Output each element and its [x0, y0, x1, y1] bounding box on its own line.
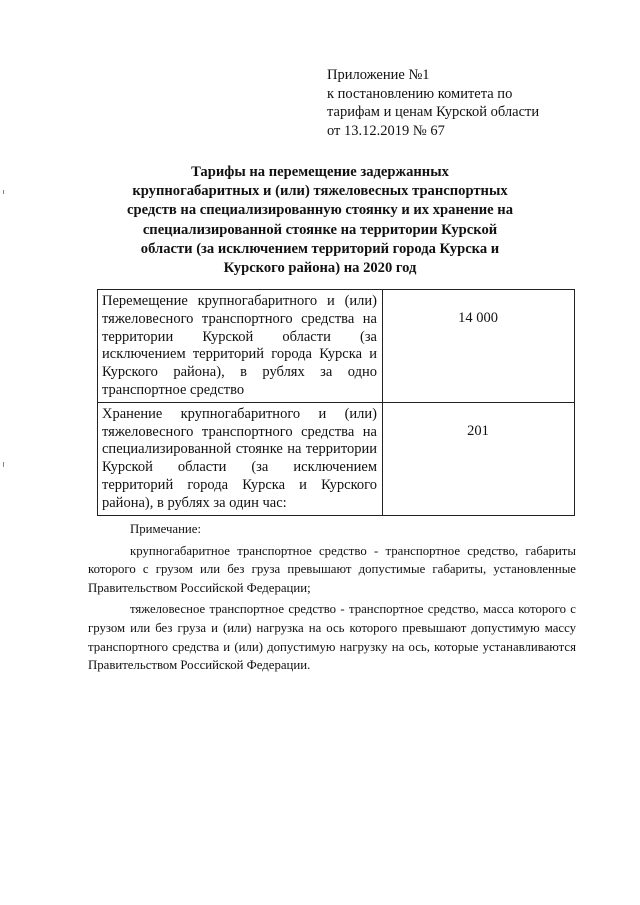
title-line: средств на специализированную стоянку и их хранение на	[127, 202, 513, 219]
notes-section	[88, 520, 576, 678]
title-line: Тарифы на перемещение задержанных	[191, 164, 449, 180]
table-row	[98, 290, 575, 403]
title-line: области (за исключением территорий города Курска и	[140, 240, 500, 257]
notes-heading: Примечание:	[130, 522, 201, 536]
annex-line: к постановлению комитета по	[327, 85, 513, 102]
annex-line: Приложение №1	[327, 67, 430, 83]
tariff-value-cell: 14 000	[383, 290, 575, 403]
annex-line: тарифам и ценам Курской области	[327, 104, 540, 120]
scan-margin-mark	[3, 462, 4, 467]
note-paragraph: тяжеловесное транспортное средство - транспортное средство, масса которого с грузом или без груза и (или) нагрузка на ось которого превышают допустимую массу транспортного средства и (или) допустимую нагрузку на ось, которые устанавливаются Правительством Российской Федерации.	[88, 602, 576, 673]
note-paragraph: крупногабаритное транспортное средство - транспортное средство, габариты которого с грузом или без груза превышают допустимые габариты, установленные Правительством Российской Федерации;	[88, 543, 576, 595]
tariff-table	[97, 289, 575, 516]
title-line: специализированной стоянке на территории Курской	[142, 221, 498, 238]
tariff-value-cell: 201	[383, 402, 575, 515]
tariff-description-cell: Хранение крупногабаритного и (или) тяжеловесного транспортного средства на специализированной стоянке на территории Курской области (за исключением территорий города Курска и Курского района), в рублях за один час:	[98, 402, 383, 515]
table-row	[98, 402, 575, 515]
scan-margin-mark	[3, 190, 4, 194]
annex-line: от 13.12.2019 № 67	[327, 122, 445, 139]
document-title	[96, 163, 544, 278]
title-line: Курского района) на 2020 год	[223, 260, 417, 277]
tariff-description-cell: Перемещение крупногабаритного и (или) тяжеловесного транспортного средства на территории Курской области (за исключением территорий города Курска и Курского района), в рублях за одно транспортное средство	[98, 290, 383, 403]
title-line: крупногабаритных и (или) тяжеловесных транспортных	[132, 183, 508, 200]
annex-header	[327, 66, 587, 140]
